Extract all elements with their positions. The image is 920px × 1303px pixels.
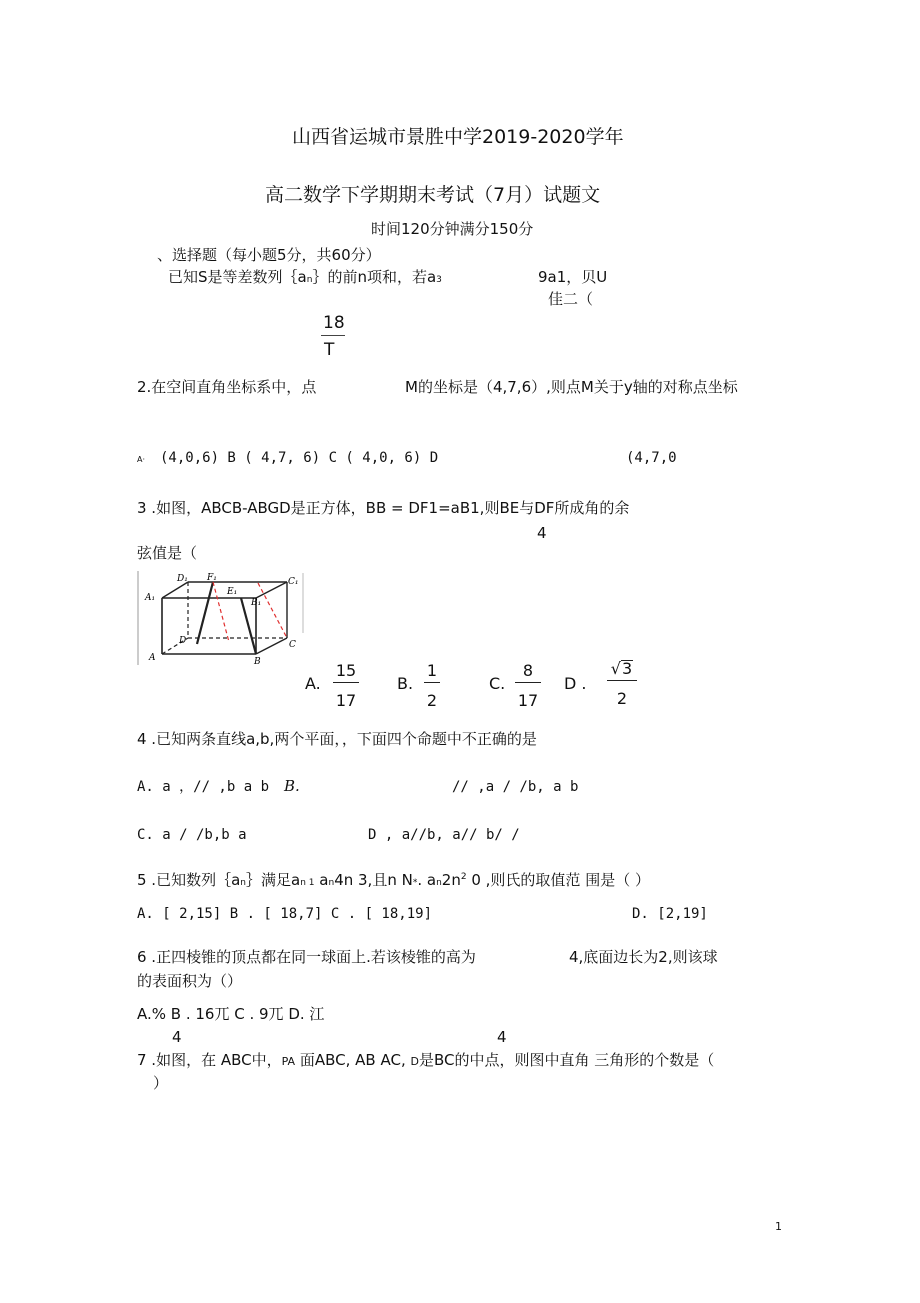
edge-b-c (256, 638, 287, 654)
q7-text-d: D (410, 1055, 419, 1068)
q2-option-d: (4,7,0 (626, 450, 677, 466)
q6-text-c: 的表面积为（） (137, 972, 243, 990)
q3-opt-c-num: 8 (515, 663, 541, 683)
q5-option-d: D. [2,19] (632, 906, 708, 922)
q1-text-b: ｝的前n项和，若a (312, 268, 437, 286)
q5-sub-star: * (412, 878, 418, 888)
q3-opt-b-num: 1 (424, 663, 440, 683)
segment-d-f1 (197, 582, 213, 644)
q4-text: 4 .已知两条直线a,b,两个平面，，下面四个命题中不正确的是 (137, 730, 537, 748)
q3-opt-c-label: C. (489, 674, 506, 693)
q4-option-a: A. a ，// ,b a b (137, 779, 270, 795)
label-a: A (149, 653, 156, 663)
q5-sup-2: 2 (460, 872, 467, 882)
exam-info: 时间120分钟满分150分 (371, 220, 534, 238)
q5-text-b: ｝满足a (246, 871, 301, 889)
q5-sub-n2: n (328, 878, 335, 888)
q1-frac-num: 18 (323, 313, 345, 333)
q4-option-b-label: B. (284, 777, 300, 795)
label-d: D (179, 636, 187, 646)
q1-text-c: 9a1，贝U (538, 268, 608, 286)
label-a1: A₁ (145, 593, 156, 603)
q2-text-b: M的坐标是（4,7,6）,则点M关于y轴的对称点坐标 (405, 378, 738, 396)
q3-text-a: 3 .如图，ABCB-ABGD是正方体，BB = DF1=aB1,则BE与DF所成角的余 (137, 499, 630, 517)
q6-text-b: 4,底面边长为2,则该球 (569, 948, 718, 966)
q4-option-b: // ,a / /b, a b (452, 779, 579, 795)
q7-close-paren: ） (153, 1074, 169, 1092)
q2-opt-prefix: A· (137, 455, 146, 464)
red-aux-line-2 (258, 583, 287, 638)
q1-frac-den: T (324, 340, 335, 360)
label-b: B (254, 657, 261, 667)
q5-text-c: a (314, 871, 329, 889)
q5-text-g: 0 ,则氏的取值范 围是（ ） (466, 871, 650, 889)
q3-opt-a-den: 17 (335, 691, 357, 710)
q5-text-e: . a (417, 871, 437, 889)
q5-text-f: 2n (441, 871, 461, 889)
q7-text-b: 面ABC, AB AC, (295, 1051, 411, 1069)
label-c: C (289, 640, 296, 650)
label-f1: F₁ (207, 573, 217, 583)
q1-text-a: 已知S是等差数列｛a (168, 268, 307, 286)
q2-text-a: 2.在空间直角坐标系中，点 (137, 378, 317, 396)
q5-sub-n: n (240, 878, 246, 888)
q7-text (137, 1053, 714, 1068)
q7-text-c: 是BC的中点，则图中直角 三角形的个数是（ (418, 1051, 715, 1069)
label-c1: C₁ (288, 577, 299, 587)
q1-frac-bar (321, 335, 345, 336)
q5-text (137, 873, 650, 888)
q1-sub-3: 3 (436, 275, 442, 285)
q3-opt-a-num: 15 (333, 663, 359, 683)
q4-option-c: C. a / /b,b a (137, 827, 247, 843)
q6-options: A.% B . 16兀 C . 9兀 D. 江 (137, 1005, 325, 1023)
edge-a1-d1 (162, 582, 188, 598)
q5-options: A. [ 2,15] B . [ 18,7] C . [ 18,19] (137, 906, 433, 922)
school-title: 山西省运城市景胜中学2019-2020学年 (292, 126, 624, 148)
q3-opt-d-den: 2 (616, 689, 628, 708)
q1-text-d: 佳二（ (548, 290, 594, 308)
q5-sub-n1: n 1 (300, 878, 315, 888)
q3-four: 4 (537, 524, 547, 542)
q3-opt-d-num-wrap: √3 (607, 660, 637, 681)
exam-title: 高二数学下学期期末考试（7月）试题文 (265, 184, 601, 206)
q3-opt-b-frac (424, 663, 440, 709)
q7-text-a: 7 .如图，在 ABC中， (137, 1051, 282, 1069)
section-heading: 、选择题（每小题5分，共60分） (157, 246, 381, 264)
q6-den-d: 4 (497, 1028, 507, 1046)
q3-opt-b-den: 2 (426, 691, 438, 710)
q5-text-d: 4n 3,且n N (334, 871, 413, 889)
page-number: 1 (775, 1220, 782, 1233)
q3-opt-d-num: 3 (622, 659, 633, 678)
label-e1: E₁ (227, 587, 238, 597)
q1-text (168, 270, 442, 285)
q6-den-a: 4 (172, 1028, 182, 1046)
edge-b1-c1 (256, 582, 287, 598)
q5-text-a: 5 .已知数列｛a (137, 871, 241, 889)
q3-opt-a-frac (333, 663, 359, 709)
q3-opt-a-label: A. (305, 674, 321, 693)
label-b1: B₁ (251, 598, 262, 608)
q7-text-pa: PA (281, 1055, 296, 1068)
q3-opt-b-label: B. (397, 674, 414, 693)
q4-option-d: D , a//b, a// b/ / (368, 827, 520, 843)
q6-text-a: 6 .正四棱锥的顶点都在同一球面上.若该棱锥的高为 (137, 948, 476, 966)
q3-opt-d-frac (607, 660, 637, 707)
q3-opt-c-frac (515, 663, 541, 709)
cube-figure (137, 571, 307, 669)
q3-text-b: 弦值是（ (137, 544, 198, 562)
label-d1: D₁ (177, 574, 188, 584)
q5-sub-n3: n (436, 878, 442, 888)
q3-opt-d-label: D . (564, 674, 587, 693)
q1-sub-n: n (306, 275, 313, 285)
q3-opt-c-den: 17 (517, 691, 539, 710)
q2-options: (4,0,6) B ( 4,7, 6) C ( 4,0, 6) D (160, 450, 439, 466)
